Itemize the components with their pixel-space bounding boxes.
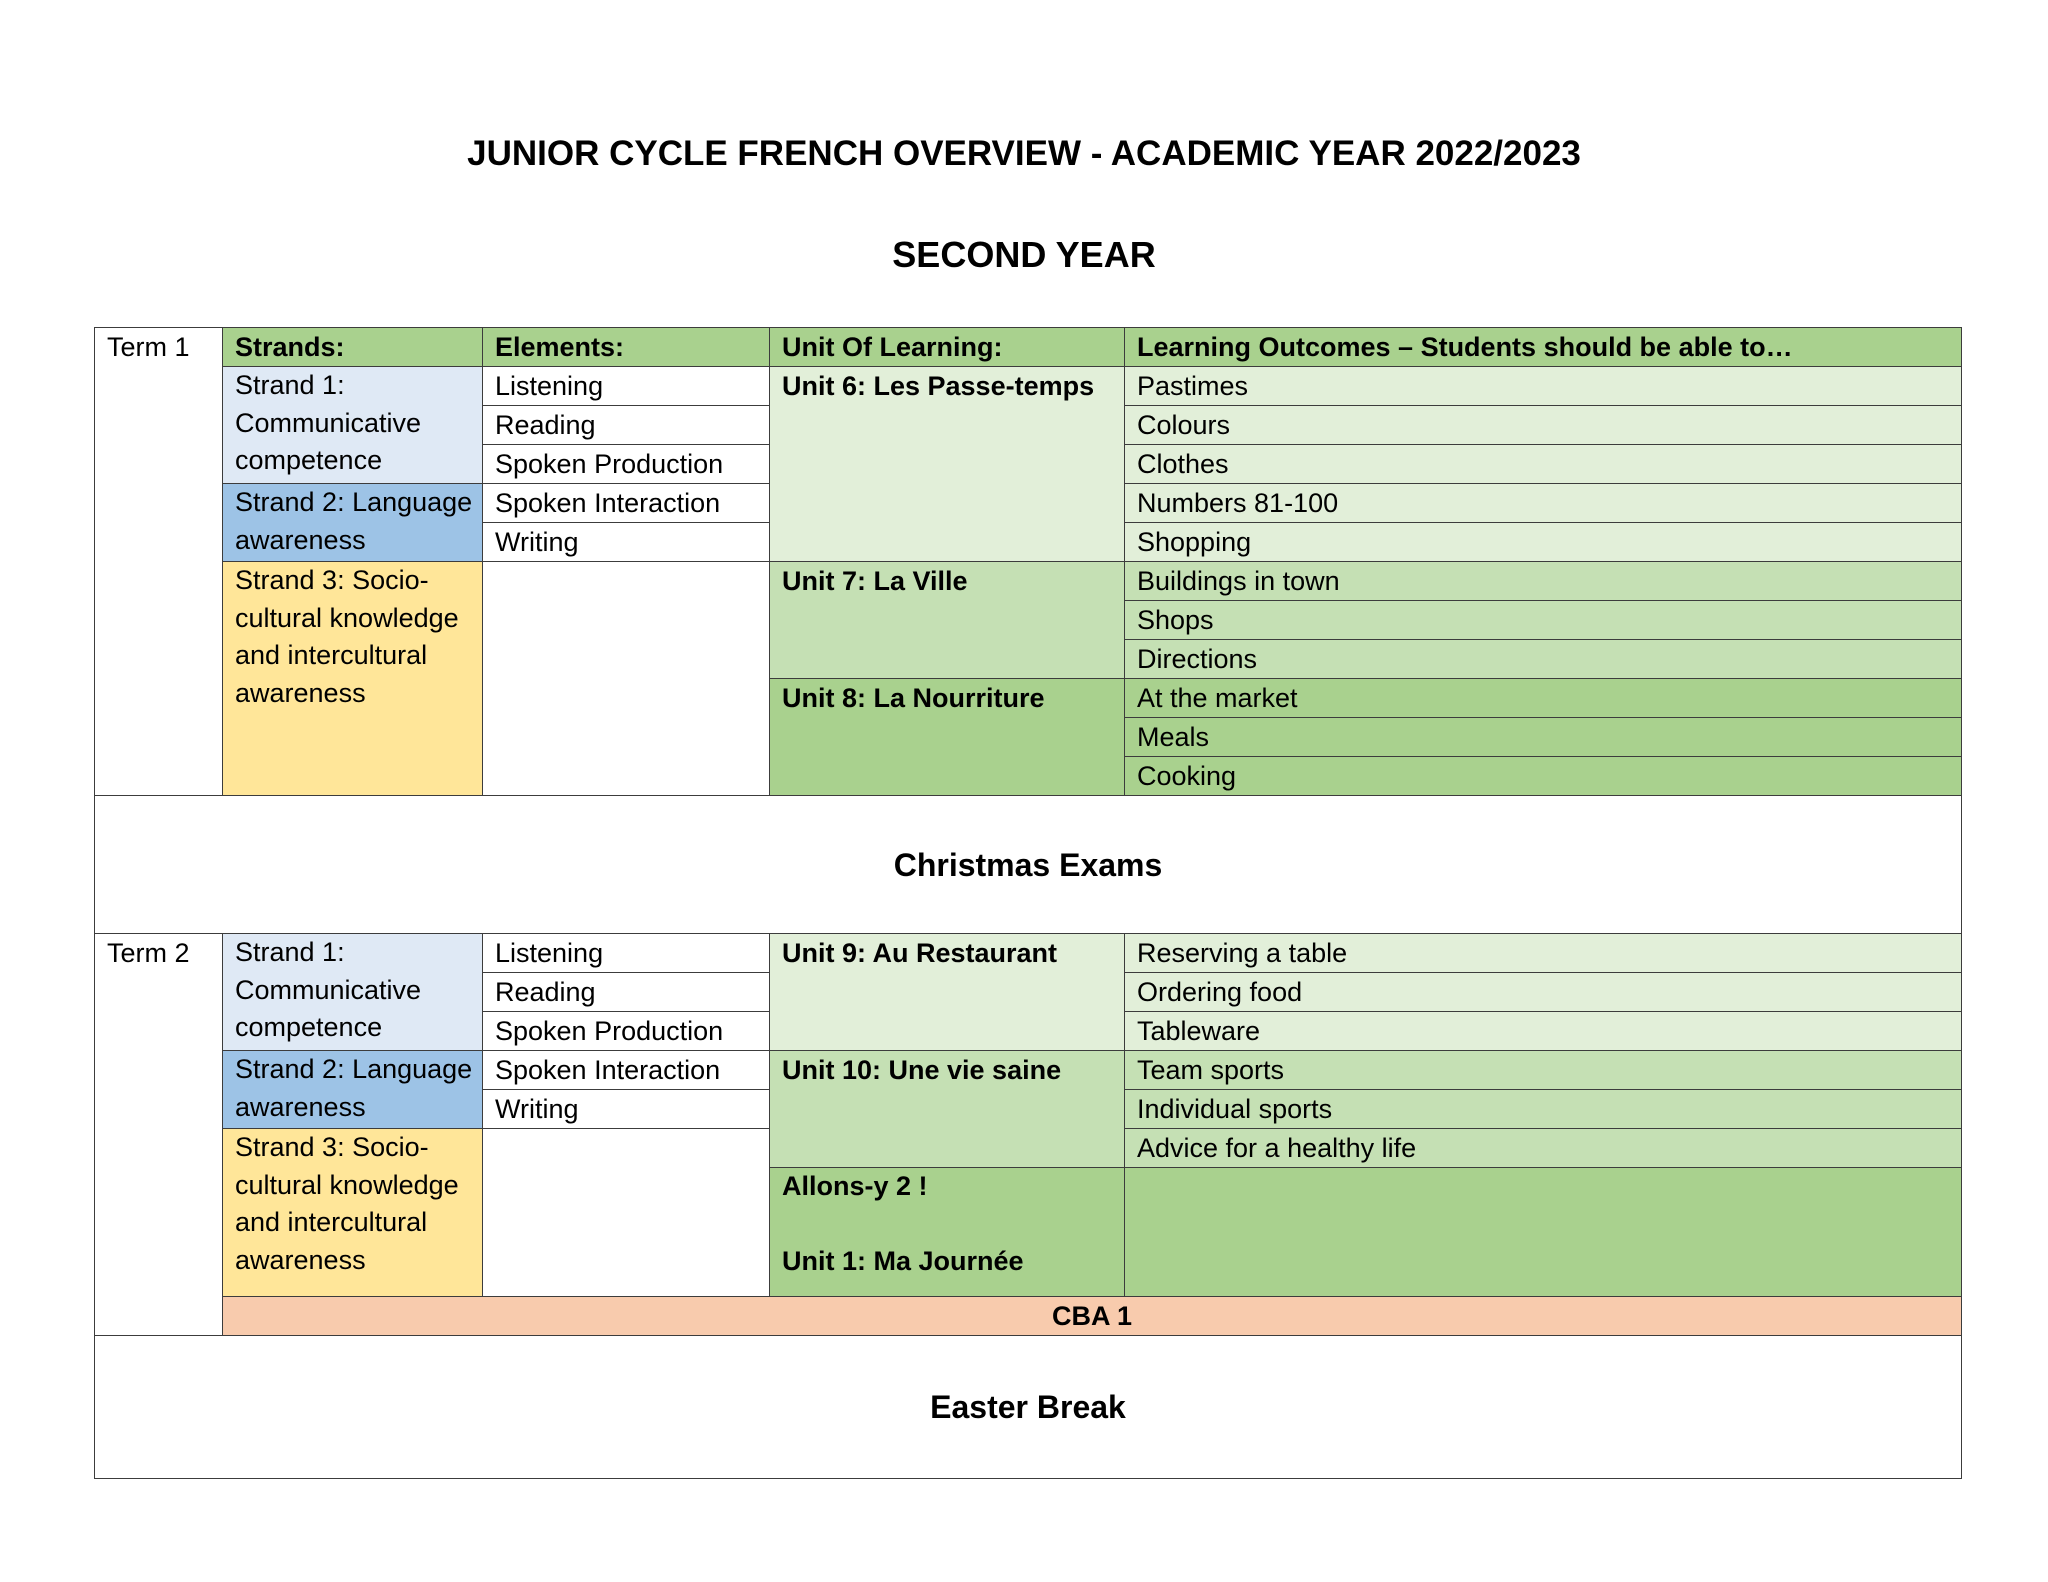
document-subtitle: SECOND YEAR bbox=[892, 234, 1156, 275]
outcome-pastimes: Pastimes bbox=[1125, 367, 1962, 406]
easter-break-band: Easter Break bbox=[95, 1336, 1962, 1479]
outcome-ordering: Ordering food bbox=[1125, 973, 1962, 1012]
element-spoken-interaction-term2: Spoken Interaction bbox=[483, 1051, 770, 1090]
header-strands: Strands: bbox=[223, 328, 483, 367]
outcome-meals: Meals bbox=[1125, 718, 1962, 757]
outcome-market: At the market bbox=[1125, 679, 1962, 718]
outcome-shops: Shops bbox=[1125, 601, 1962, 640]
element-listening: Listening bbox=[483, 367, 770, 406]
header-elements: Elements: bbox=[483, 328, 770, 367]
outcome-numbers: Numbers 81-100 bbox=[1125, 484, 1962, 523]
outcome-individual-sports: Individual sports bbox=[1125, 1090, 1962, 1129]
element-reading: Reading bbox=[483, 406, 770, 445]
allons-y-label: Allons-y 2 ! bbox=[782, 1171, 928, 1201]
header-row bbox=[95, 328, 1962, 367]
outcome-reserving: Reserving a table bbox=[1125, 934, 1962, 973]
strand-1: Strand 1: Communicative competence bbox=[223, 367, 483, 484]
strand-1-term2: Strand 1: Communicative competence bbox=[223, 934, 483, 1051]
header-outcomes: Learning Outcomes – Students should be able to… bbox=[1125, 328, 1962, 367]
outcome-buildings: Buildings in town bbox=[1125, 562, 1962, 601]
outcome-advice: Advice for a healthy life bbox=[1125, 1129, 1962, 1168]
outcome-tableware: Tableware bbox=[1125, 1012, 1962, 1051]
unit-7: Unit 7: La Ville bbox=[770, 562, 1125, 679]
christmas-exams-band: Christmas Exams bbox=[95, 796, 1962, 934]
strand-2: Strand 2: Language awareness bbox=[223, 484, 483, 562]
element-spoken-interaction: Spoken Interaction bbox=[483, 484, 770, 523]
term-2-label: Term 2 bbox=[95, 934, 223, 1336]
unit-1-label: Unit 1: Ma Journée bbox=[782, 1245, 1024, 1276]
cba-1-banner: CBA 1 bbox=[223, 1297, 1962, 1336]
unit-8: Unit 8: La Nourriture bbox=[770, 679, 1125, 796]
outcome-cooking: Cooking bbox=[1125, 757, 1962, 796]
strand-2-term2: Strand 2: Language awareness bbox=[223, 1051, 483, 1129]
outcome-colours: Colours bbox=[1125, 406, 1962, 445]
element-spoken-production-term2: Spoken Production bbox=[483, 1012, 770, 1051]
element-listening-term2: Listening bbox=[483, 934, 770, 973]
unit-allons-y bbox=[770, 1168, 1125, 1297]
strand-3-term2: Strand 3: Socio-cultural knowledge and intercultural awareness bbox=[223, 1129, 483, 1297]
unit-9: Unit 9: Au Restaurant bbox=[770, 934, 1125, 1051]
element-empty-term2 bbox=[483, 1129, 770, 1297]
document-title: JUNIOR CYCLE FRENCH OVERVIEW - ACADEMIC YEAR 2022/2023 bbox=[467, 134, 1581, 173]
outcome-shopping: Shopping bbox=[1125, 523, 1962, 562]
element-writing: Writing bbox=[483, 523, 770, 562]
element-writing-term2: Writing bbox=[483, 1090, 770, 1129]
element-empty bbox=[483, 562, 770, 796]
outcome-team-sports: Team sports bbox=[1125, 1051, 1962, 1090]
term-1-label: Term 1 bbox=[95, 328, 223, 796]
outcome-directions: Directions bbox=[1125, 640, 1962, 679]
element-reading-term2: Reading bbox=[483, 973, 770, 1012]
element-spoken-production: Spoken Production bbox=[483, 445, 770, 484]
header-unit: Unit Of Learning: bbox=[770, 328, 1125, 367]
outcome-empty bbox=[1125, 1168, 1962, 1297]
unit-6: Unit 6: Les Passe-temps bbox=[770, 367, 1125, 562]
unit-10: Unit 10: Une vie saine bbox=[770, 1051, 1125, 1168]
strand-3: Strand 3: Socio-cultural knowledge and intercultural awareness bbox=[223, 562, 483, 796]
outcome-clothes: Clothes bbox=[1125, 445, 1962, 484]
overview-table bbox=[94, 327, 1962, 1479]
